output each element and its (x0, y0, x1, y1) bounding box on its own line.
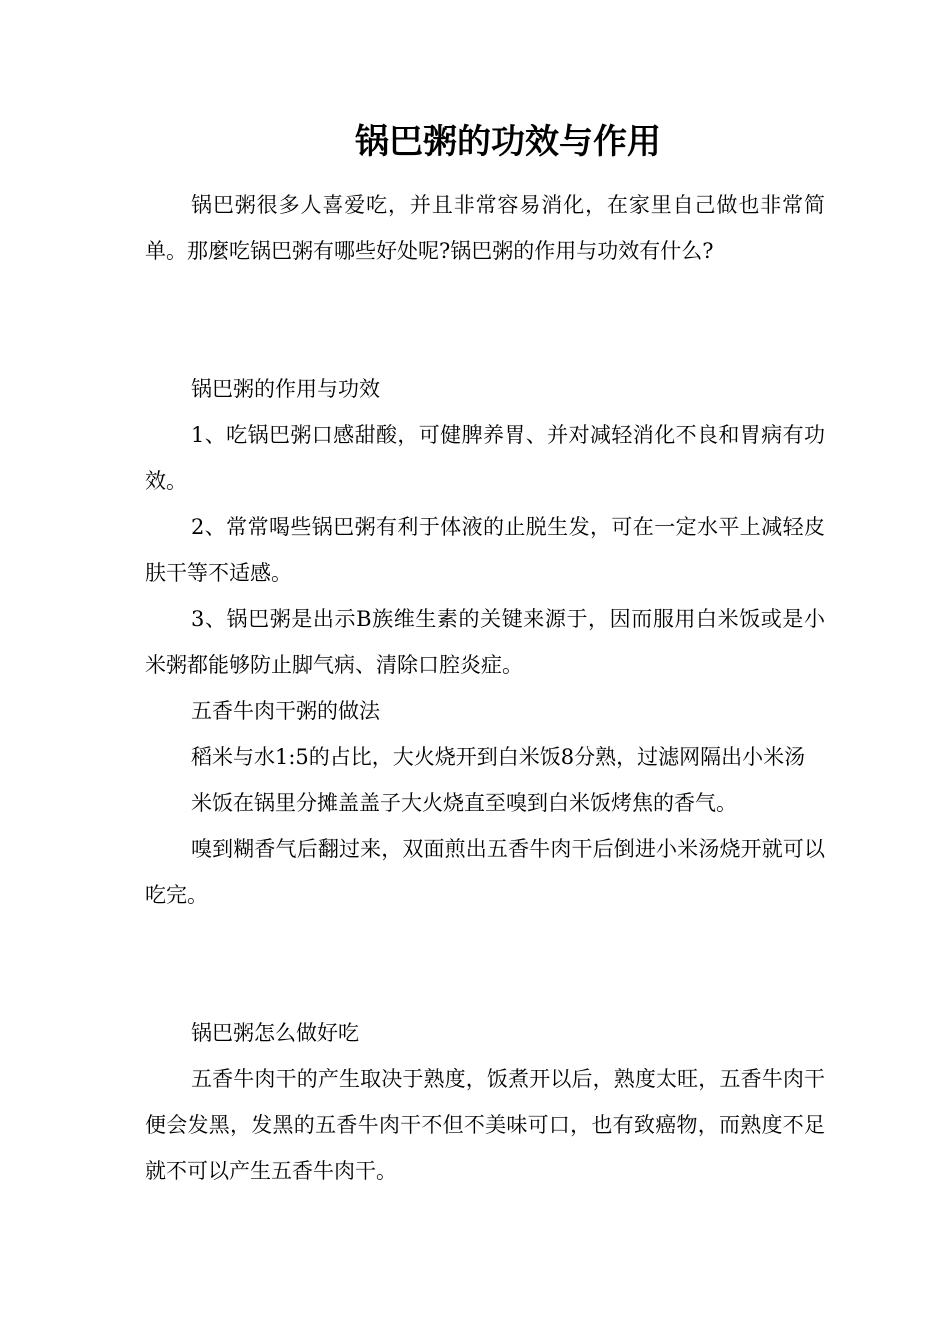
recipe-step-1: 稻米与水1:5的占比，大火烧开到白米饭8分熟，过滤网隔出小米汤 (191, 745, 806, 769)
document-title: 锅巴粥的功效与作用 (355, 122, 661, 162)
section-spacer (145, 918, 825, 1010)
section-heading-benefits: 锅巴粥的作用与功效 (191, 377, 380, 401)
tips-paragraph: 五香牛肉干的产生取决于熟度，饭煮开以后，熟度太旺，五香牛肉干便会发黑，发黑的五香牛肉干不但不美味可口，也有致癌物，而熟度不足就不可以产生五香牛肉干。 (145, 1067, 825, 1183)
intro-paragraph: 锅巴粥很多人喜爱吃，并且非常容易消化，在家里自己做也非常简单。那麼吃锅巴粥有哪些好处呢?锅巴粥的作用与功效有什么? (145, 193, 825, 263)
benefit-item-3: 3、锅巴粥是出示B族维生素的关键来源于，因而服用白米饭或是小米粥都能够防止脚气病、清除口腔炎症。 (145, 607, 825, 677)
recipe-step-2: 米饭在锅里分摊盖盖子大火烧直至嗅到白米饭烤焦的香气。 (191, 791, 737, 815)
section-heading-recipe: 五香牛肉干粥的做法 (191, 699, 380, 723)
benefit-item-2: 2、常常喝些锅巴粥有利于体液的止脱生发，可在一定水平上减轻皮肤干等不适感。 (145, 515, 825, 585)
document-body (145, 182, 825, 1194)
benefit-item-1: 1、吃锅巴粥口感甜酸，可健脾养胃、并对减轻消化不良和胃病有功效。 (145, 423, 825, 493)
section-heading-tips: 锅巴粥怎么做好吃 (191, 1021, 359, 1045)
section-spacer (145, 274, 825, 366)
recipe-step-3: 嗅到糊香气后翻过来，双面煎出五香牛肉干后倒进小米汤烧开就可以吃完。 (145, 837, 825, 907)
